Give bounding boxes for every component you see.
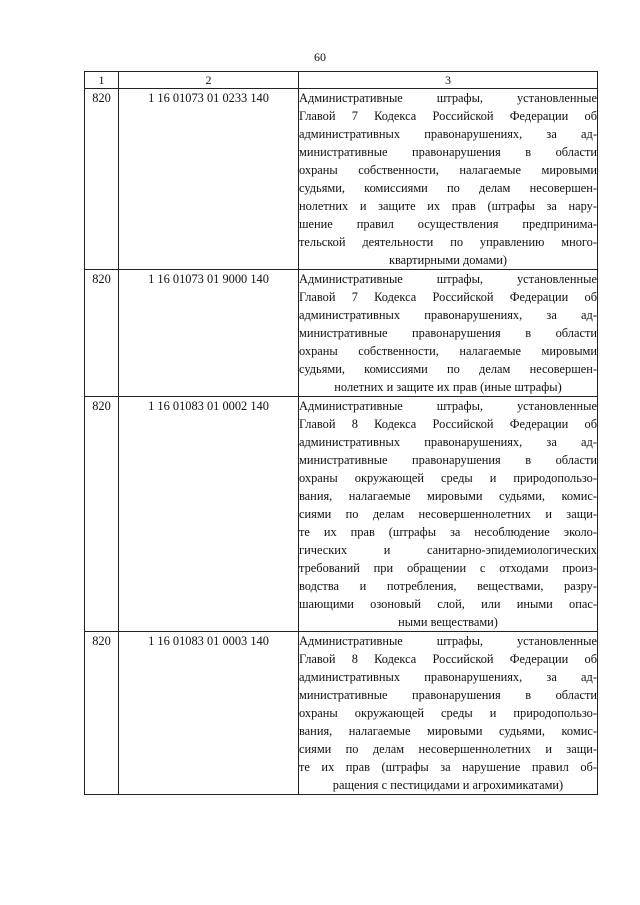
admin-code-cell: 820	[85, 397, 119, 632]
description-line: Главой 8 Кодекса Российской Федерации об	[299, 652, 597, 666]
description-line: ными веществами)	[398, 615, 498, 629]
description-line: административных правонарушениях, за ад-	[299, 670, 597, 684]
description-cell	[299, 270, 598, 397]
description-line: министративные правонарушения в области	[299, 453, 597, 467]
column-header-1: 1	[85, 72, 119, 89]
admin-code-cell: 820	[85, 270, 119, 397]
description-line: Главой 7 Кодекса Российской Федерации об	[299, 290, 597, 304]
page-number: 60	[314, 50, 326, 64]
description-line: гических и санитарно-эпидемиологических	[299, 543, 597, 557]
description-line: водства и потребления, веществами, разру-	[299, 579, 597, 593]
description-line: нолетних и защите их прав (иные штрафы)	[334, 380, 562, 394]
description-cell	[299, 632, 598, 795]
description-line: судьями, комиссиями по делам несовершен-	[299, 181, 597, 195]
description-line: вания, налагаемые мировыми судьями, комис-	[299, 724, 597, 738]
budget-classification-code-cell: 1 16 01083 01 0003 140	[119, 632, 299, 795]
table-row	[85, 397, 598, 632]
description-line: Главой 8 Кодекса Российской Федерации об	[299, 417, 597, 431]
description-line: вания, налагаемые мировыми судьями, комис-	[299, 489, 597, 503]
description-line: ращения с пестицидами и агрохимикатами)	[332, 778, 564, 792]
description-line: сиями по делам несовершеннолетних и защи-	[299, 507, 597, 521]
budget-classification-code-cell: 1 16 01073 01 0233 140	[119, 89, 299, 270]
description-line: сиями по делам несовершеннолетних и защи-	[299, 742, 597, 756]
header-row	[85, 72, 598, 89]
table-row	[85, 270, 598, 397]
description-line: охраны окружающей среды и природопользо-	[299, 471, 597, 485]
column-header-2: 2	[119, 72, 299, 89]
description-line: Административные штрафы, установленные	[299, 91, 597, 105]
description-cell	[299, 89, 598, 270]
admin-code-cell: 820	[85, 632, 119, 795]
description-line: те их прав (штрафы за несоблюдение эколо-	[299, 525, 597, 539]
description-line: нолетних и защите их прав (штрафы за нару-	[299, 199, 597, 213]
description-line: охраны собственности, налагаемые мировыми	[299, 163, 597, 177]
admin-code-cell: 820	[85, 89, 119, 270]
table-row	[85, 89, 598, 270]
budget-classification-code-cell: 1 16 01073 01 9000 140	[119, 270, 299, 397]
description-line: судьями, комиссиями по делам несовершен-	[299, 362, 597, 376]
description-line: шающими озоновый слой, или иными опас-	[299, 597, 597, 611]
description-line: тельской деятельности по управлению много-	[299, 235, 597, 249]
description-line: административных правонарушениях, за ад-	[299, 308, 597, 322]
description-line: охраны собственности, налагаемые мировыми	[299, 344, 597, 358]
description-line: министративные правонарушения в области	[299, 688, 597, 702]
description-line: административных правонарушениях, за ад-	[299, 127, 597, 141]
description-line: Административные штрафы, установленные	[299, 399, 597, 413]
table-body	[85, 89, 598, 795]
description-line: Главой 7 Кодекса Российской Федерации об	[299, 109, 597, 123]
description-line: квартирными домами)	[388, 253, 508, 267]
table-header	[85, 72, 598, 89]
table-row	[85, 632, 598, 795]
description-cell	[299, 397, 598, 632]
description-line: министративные правонарушения в области	[299, 145, 597, 159]
description-line: шение правил осуществления предпринима-	[299, 217, 597, 231]
description-line: те их прав (штрафы за нарушение правил об-	[299, 760, 597, 774]
column-header-3: 3	[299, 72, 598, 89]
description-line: Административные штрафы, установленные	[299, 634, 597, 648]
description-line: административных правонарушениях, за ад-	[299, 435, 597, 449]
description-line: охраны окружающей среды и природопользо-	[299, 706, 597, 720]
budget-classification-code-cell: 1 16 01083 01 0002 140	[119, 397, 299, 632]
budget-codes-table	[84, 71, 598, 795]
description-line: требований при обращении с отходами произ-	[299, 561, 597, 575]
description-line: министративные правонарушения в области	[299, 326, 597, 340]
description-line: Административные штрафы, установленные	[299, 272, 597, 286]
